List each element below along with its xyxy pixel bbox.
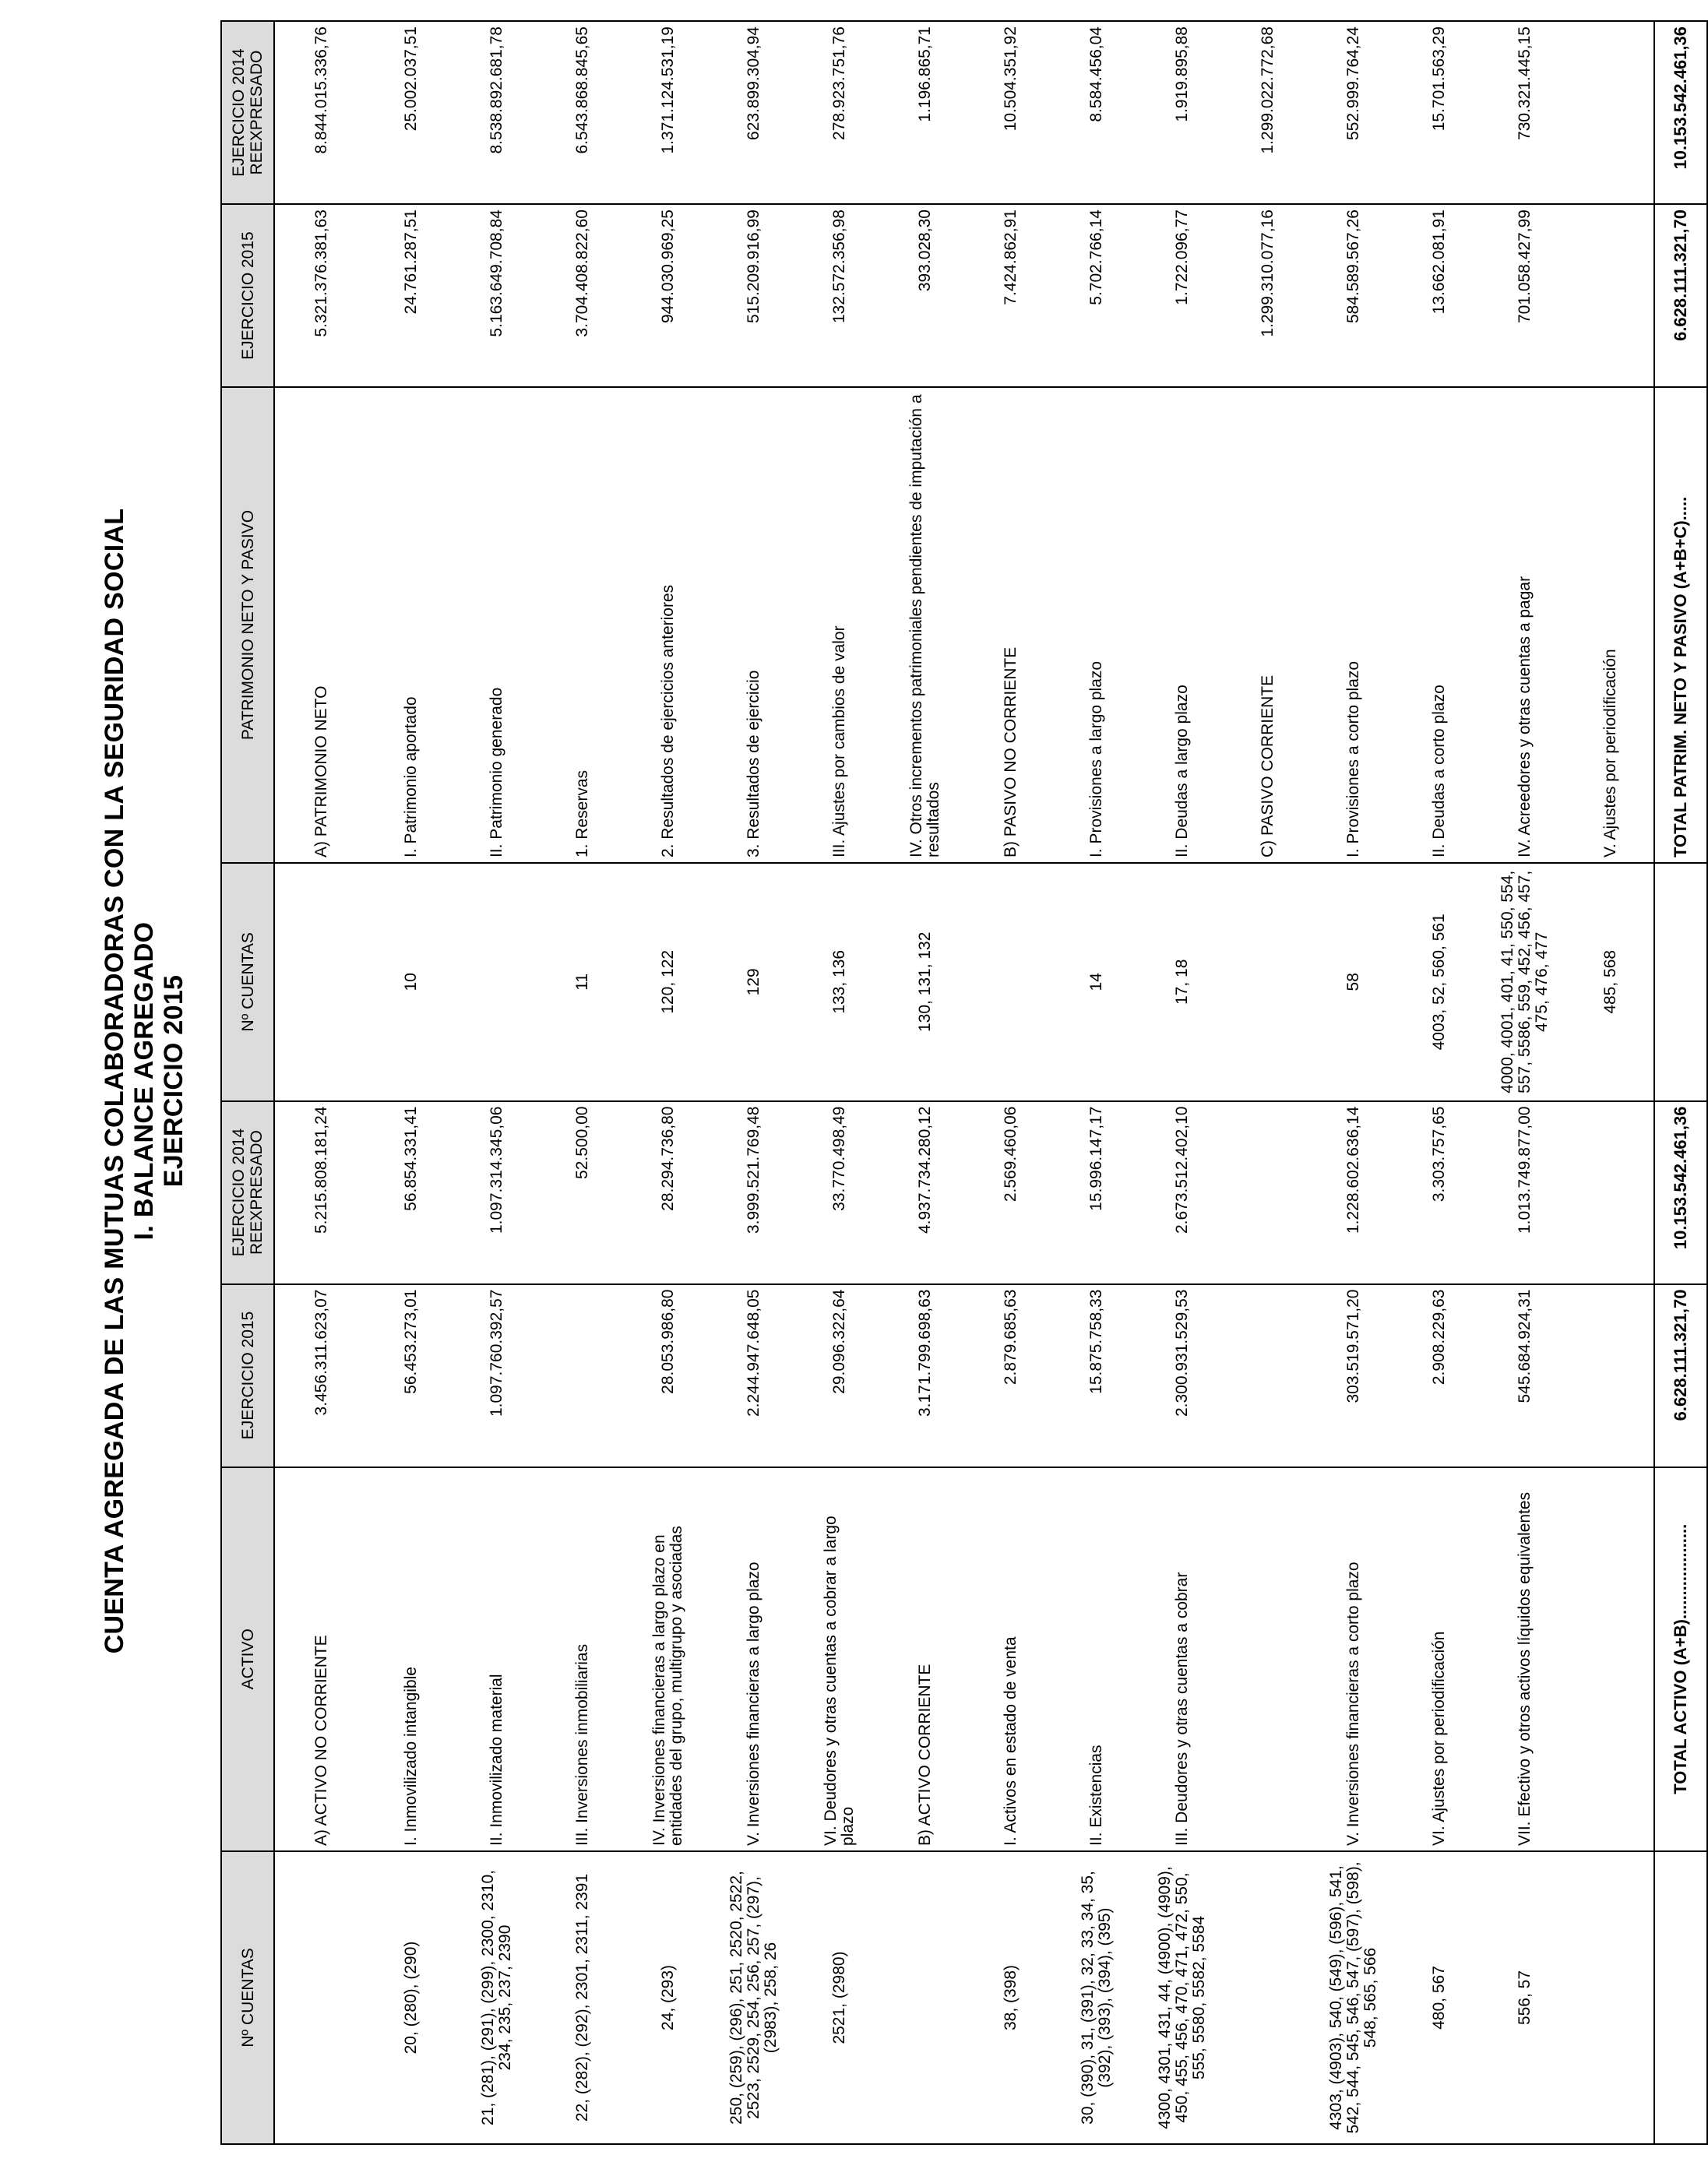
pasivo-label: II. Deudas a corto plazo [1396, 387, 1482, 863]
pasivo-2015: 584.589.567,26 [1311, 204, 1396, 387]
activo-2014: 5.215.808.181,24 [274, 1101, 368, 1284]
activo-2014 [1568, 1101, 1654, 1284]
pasivo-label: A) PATRIMONIO NETO [274, 387, 368, 863]
pasivo-2015: 5.321.376.381,63 [274, 204, 368, 387]
header-ejercicio-2014-activo: EJERCICIO 2014 REEXPRESADO [221, 1101, 274, 1284]
header-ejercicio-2014-pasivo: EJERCICIO 2014 REEXPRESADO [221, 21, 274, 204]
pasivo-2014: 1.371.124.531,19 [625, 21, 711, 204]
activo-cuentas [1568, 1851, 1654, 2144]
pasivo-2014: 278.923.751,76 [797, 21, 882, 204]
activo-label: II. Inmovilizado material [454, 1467, 540, 1851]
activo-cuentas: 4300, 4301, 431, 44, (4900), (4909), 450, 455, 456, 470, 471, 472, 550, 555, 5580, 5582, 5584 [1139, 1851, 1225, 2144]
activo-cuentas: 480, 567 [1396, 1851, 1482, 2144]
activo-2015 [1568, 1284, 1654, 1467]
pasivo-cuentas [274, 863, 368, 1101]
title-line-2: I. BALANCE AGREGADO [129, 921, 159, 1241]
table-row [540, 21, 625, 2144]
pasivo-cuentas: 58 [1311, 863, 1396, 1101]
activo-2015: 56.453.273,01 [368, 1284, 454, 1467]
activo-label: V. Inversiones financieras a largo plazo [711, 1467, 797, 1851]
pasivo-label: 1. Reservas [540, 387, 625, 863]
activo-2015: 2.908.229,63 [1396, 1284, 1482, 1467]
title-line-3: EJERCICIO 2015 [159, 974, 188, 1188]
activo-cuentas: 250, (259), (296), 251, 2520, 2522, 2523, 2529, 254, 256, 257, (297), (2983), 258, 26 [711, 1851, 797, 2144]
balance-table [220, 20, 1708, 2145]
activo-label: I. Activos en estado de venta [968, 1467, 1054, 1851]
pasivo-2014: 6.543.868.845,65 [540, 21, 625, 204]
table-row [454, 21, 540, 2144]
activo-2015: 29.096.322,64 [797, 1284, 882, 1467]
activo-2015 [1225, 1284, 1311, 1467]
activo-2015: 28.053.986,80 [625, 1284, 711, 1467]
activo-2014: 1.097.314.345,06 [454, 1101, 540, 1284]
activo-cuentas: 22, (282), (292), 2301, 2311, 2391 [540, 1851, 625, 2144]
activo-2014: 1.228.602.636,14 [1311, 1101, 1396, 1284]
pasivo-label: IV. Acreedores y otras cuentas a pagar [1482, 387, 1568, 863]
activo-2014: 4.937.734.280,12 [882, 1101, 968, 1284]
activo-2014: 2.673.512.402,10 [1139, 1101, 1225, 1284]
pasivo-cuentas: 4000, 4001, 401, 41, 550, 554, 557, 5586, 559, 452, 456, 457, 475, 476, 477 [1482, 863, 1568, 1101]
pasivo-2015: 132.572.356,98 [797, 204, 882, 387]
pasivo-2015 [1568, 204, 1654, 387]
activo-2015: 2.879.685,63 [968, 1284, 1054, 1467]
activo-2015: 3.456.311.623,07 [274, 1284, 368, 1467]
activo-label: VII. Efectivo y otros activos líquidos equivalentes [1482, 1467, 1568, 1851]
pasivo-2014: 25.002.037,51 [368, 21, 454, 204]
pasivo-label: V. Ajustes por periodificación [1568, 387, 1654, 863]
activo-cuentas [274, 1851, 368, 2144]
total-activo-label: TOTAL ACTIVO (A+B).................... [1654, 1467, 1707, 1851]
activo-label: VI. Deudores y otras cuentas a cobrar a largo plazo [797, 1467, 882, 1851]
pasivo-cuentas [968, 863, 1054, 1101]
header-activo: ACTIVO [221, 1467, 274, 1851]
pasivo-cuentas: 14 [1054, 863, 1139, 1101]
pasivo-label: 3. Resultados de ejercicio [711, 387, 797, 863]
activo-cuentas: 556, 57 [1482, 1851, 1568, 2144]
pasivo-2015: 1.722.096,77 [1139, 204, 1225, 387]
pasivo-2014 [1568, 21, 1654, 204]
header-ejercicio-2015-activo: EJERCICIO 2015 [221, 1284, 274, 1467]
activo-label: VI. Ajustes por periodificación [1396, 1467, 1482, 1851]
activo-cuentas: 21, (281), (291), (299), 2300, 2310, 234, 235, 237, 2390 [454, 1851, 540, 2144]
pasivo-2014: 623.899.304,94 [711, 21, 797, 204]
pasivo-2014: 10.504.351,92 [968, 21, 1054, 204]
pasivo-2014: 8.538.892.681,78 [454, 21, 540, 204]
activo-cuentas: 24, (293) [625, 1851, 711, 2144]
activo-2014: 56.854.331,41 [368, 1101, 454, 1284]
pasivo-2015: 944.030.969,25 [625, 204, 711, 387]
total-pasivo-spacer [1654, 863, 1707, 1101]
pasivo-2014: 1.299.022.772,68 [1225, 21, 1311, 204]
activo-2015: 303.519.571,20 [1311, 1284, 1396, 1467]
totals-row [1654, 21, 1707, 2144]
pasivo-2014: 730.321.445,15 [1482, 21, 1568, 204]
pasivo-cuentas: 133, 136 [797, 863, 882, 1101]
activo-cuentas [1225, 1851, 1311, 2144]
pasivo-2015: 393.028,30 [882, 204, 968, 387]
activo-cuentas: 38, (398) [968, 1851, 1054, 2144]
activo-2014: 1.013.749.877,00 [1482, 1101, 1568, 1284]
activo-2014: 52.500,00 [540, 1101, 625, 1284]
pasivo-2014: 8.844.015.336,76 [274, 21, 368, 204]
pasivo-label: IV. Otros incrementos patrimoniales pendientes de imputación a resultados [882, 387, 968, 863]
title-line-1: CUENTA AGREGADA DE LAS MUTUAS COLABORADORAS CON LA SEGURIDAD SOCIAL [100, 508, 129, 1654]
pasivo-cuentas [1225, 863, 1311, 1101]
activo-2015: 2.244.947.648,05 [711, 1284, 797, 1467]
activo-label: IV. Inversiones financieras a largo plazo en entidades del grupo, multigrupo y asociadas [625, 1467, 711, 1851]
pasivo-cuentas: 11 [540, 863, 625, 1101]
table-row [1568, 21, 1654, 2144]
activo-2014: 3.999.521.769,48 [711, 1101, 797, 1284]
activo-2014: 28.294.736,80 [625, 1101, 711, 1284]
total-activo-spacer [1654, 1851, 1707, 2144]
table-row [882, 21, 968, 2144]
pasivo-label: I. Patrimonio aportado [368, 387, 454, 863]
activo-2015: 1.097.760.392,57 [454, 1284, 540, 1467]
pasivo-label: II. Deudas a largo plazo [1139, 387, 1225, 863]
pasivo-2014: 8.584.456,04 [1054, 21, 1139, 204]
activo-cuentas: 4303, (4903), 540, (549), (596), 541, 542, 544, 545, 546, 547, (597), (598), 548, 565, 566 [1311, 1851, 1396, 2144]
total-pasivo-2015: 6.628.111.321,70 [1654, 204, 1707, 387]
activo-cuentas: 30, (390), 31, (391), 32, 33, 34, 35, (392), (393), (394), (395) [1054, 1851, 1139, 2144]
table-row [1054, 21, 1139, 2144]
pasivo-label: III. Ajustes por cambios de valor [797, 387, 882, 863]
pasivo-label: I. Provisiones a largo plazo [1054, 387, 1139, 863]
activo-2015: 15.875.758,33 [1054, 1284, 1139, 1467]
table-row [274, 21, 368, 2144]
pasivo-2015: 701.058.427,99 [1482, 204, 1568, 387]
pasivo-label: B) PASIVO NO CORRIENTE [968, 387, 1054, 863]
header-cuentas-activo: Nº CUENTAS [221, 1851, 274, 2144]
pasivo-2015: 5.163.649.708,84 [454, 204, 540, 387]
activo-2015: 545.684.924,31 [1482, 1284, 1568, 1467]
pasivo-2015: 13.662.081,91 [1396, 204, 1482, 387]
table-row [711, 21, 797, 2144]
pasivo-2015: 1.299.310.077,16 [1225, 204, 1311, 387]
pasivo-2015: 3.704.408.822,60 [540, 204, 625, 387]
table-row [1482, 21, 1568, 2144]
total-activo-2015: 6.628.111.321,70 [1654, 1284, 1707, 1467]
header-cuentas-pasivo: Nº CUENTAS [221, 863, 274, 1101]
pasivo-label: I. Provisiones a corto plazo [1311, 387, 1396, 863]
activo-2015: 2.300.931.529,53 [1139, 1284, 1225, 1467]
header-pasivo: PATRIMONIO NETO Y PASIVO [221, 387, 274, 863]
table-row [968, 21, 1054, 2144]
activo-label: A) ACTIVO NO CORRIENTE [274, 1467, 368, 1851]
pasivo-2015: 515.209.916,99 [711, 204, 797, 387]
table-row [797, 21, 882, 2144]
pasivo-2015: 7.424.862,91 [968, 204, 1054, 387]
pasivo-label: C) PASIVO CORRIENTE [1225, 387, 1311, 863]
pasivo-cuentas: 120, 122 [625, 863, 711, 1101]
table-row [1225, 21, 1311, 2144]
activo-2015: 3.171.799.698,63 [882, 1284, 968, 1467]
pasivo-cuentas [454, 863, 540, 1101]
header-ejercicio-2015-pasivo: EJERCICIO 2015 [221, 204, 274, 387]
activo-label: III. Inversiones inmobiliarias [540, 1467, 625, 1851]
header-row [221, 21, 274, 2144]
activo-2014: 3.303.757,65 [1396, 1101, 1482, 1284]
table-row [1396, 21, 1482, 2144]
pasivo-label: 2. Resultados de ejercicios anteriores [625, 387, 711, 863]
pasivo-2014: 1.919.895,88 [1139, 21, 1225, 204]
table-row [625, 21, 711, 2144]
pasivo-2014: 15.701.563,29 [1396, 21, 1482, 204]
activo-label: V. Inversiones financieras a corto plazo [1311, 1467, 1396, 1851]
pasivo-2015: 5.702.766,14 [1054, 204, 1139, 387]
activo-cuentas [882, 1851, 968, 2144]
table-row [368, 21, 454, 2144]
total-activo-2014: 10.153.542.461,36 [1654, 1101, 1707, 1284]
pasivo-cuentas: 485, 568 [1568, 863, 1654, 1101]
activo-2014: 33.770.498,49 [797, 1101, 882, 1284]
table-row [1139, 21, 1225, 2144]
activo-label [1568, 1467, 1654, 1851]
total-pasivo-2014: 10.153.542.461,36 [1654, 21, 1707, 204]
activo-label [1225, 1467, 1311, 1851]
pasivo-cuentas: 10 [368, 863, 454, 1101]
activo-cuentas: 20, (280), (290) [368, 1851, 454, 2144]
pasivo-2014: 1.196.865,71 [882, 21, 968, 204]
pasivo-2015: 24.761.287,51 [368, 204, 454, 387]
pasivo-label: II. Patrimonio generado [454, 387, 540, 863]
pasivo-cuentas: 129 [711, 863, 797, 1101]
activo-label: III. Deudores y otras cuentas a cobrar [1139, 1467, 1225, 1851]
activo-2014 [1225, 1101, 1311, 1284]
activo-label: I. Inmovilizado intangible [368, 1467, 454, 1851]
pasivo-cuentas: 130, 131, 132 [882, 863, 968, 1101]
activo-label: II. Existencias [1054, 1467, 1139, 1851]
activo-label: B) ACTIVO CORRIENTE [882, 1467, 968, 1851]
pasivo-cuentas: 4003, 52, 560, 561 [1396, 863, 1482, 1101]
activo-cuentas: 2521, (2980) [797, 1851, 882, 2144]
pasivo-cuentas: 17, 18 [1139, 863, 1225, 1101]
activo-2015 [540, 1284, 625, 1467]
activo-2014: 2.569.460,06 [968, 1101, 1054, 1284]
balance-rows [274, 21, 1707, 2144]
total-pasivo-label: TOTAL PATRIM. NETO Y PASIVO (A+B+C)..... [1654, 387, 1707, 863]
pasivo-2014: 552.999.764,24 [1311, 21, 1396, 204]
table-row [1311, 21, 1396, 2144]
activo-2014: 15.996.147,17 [1054, 1101, 1139, 1284]
